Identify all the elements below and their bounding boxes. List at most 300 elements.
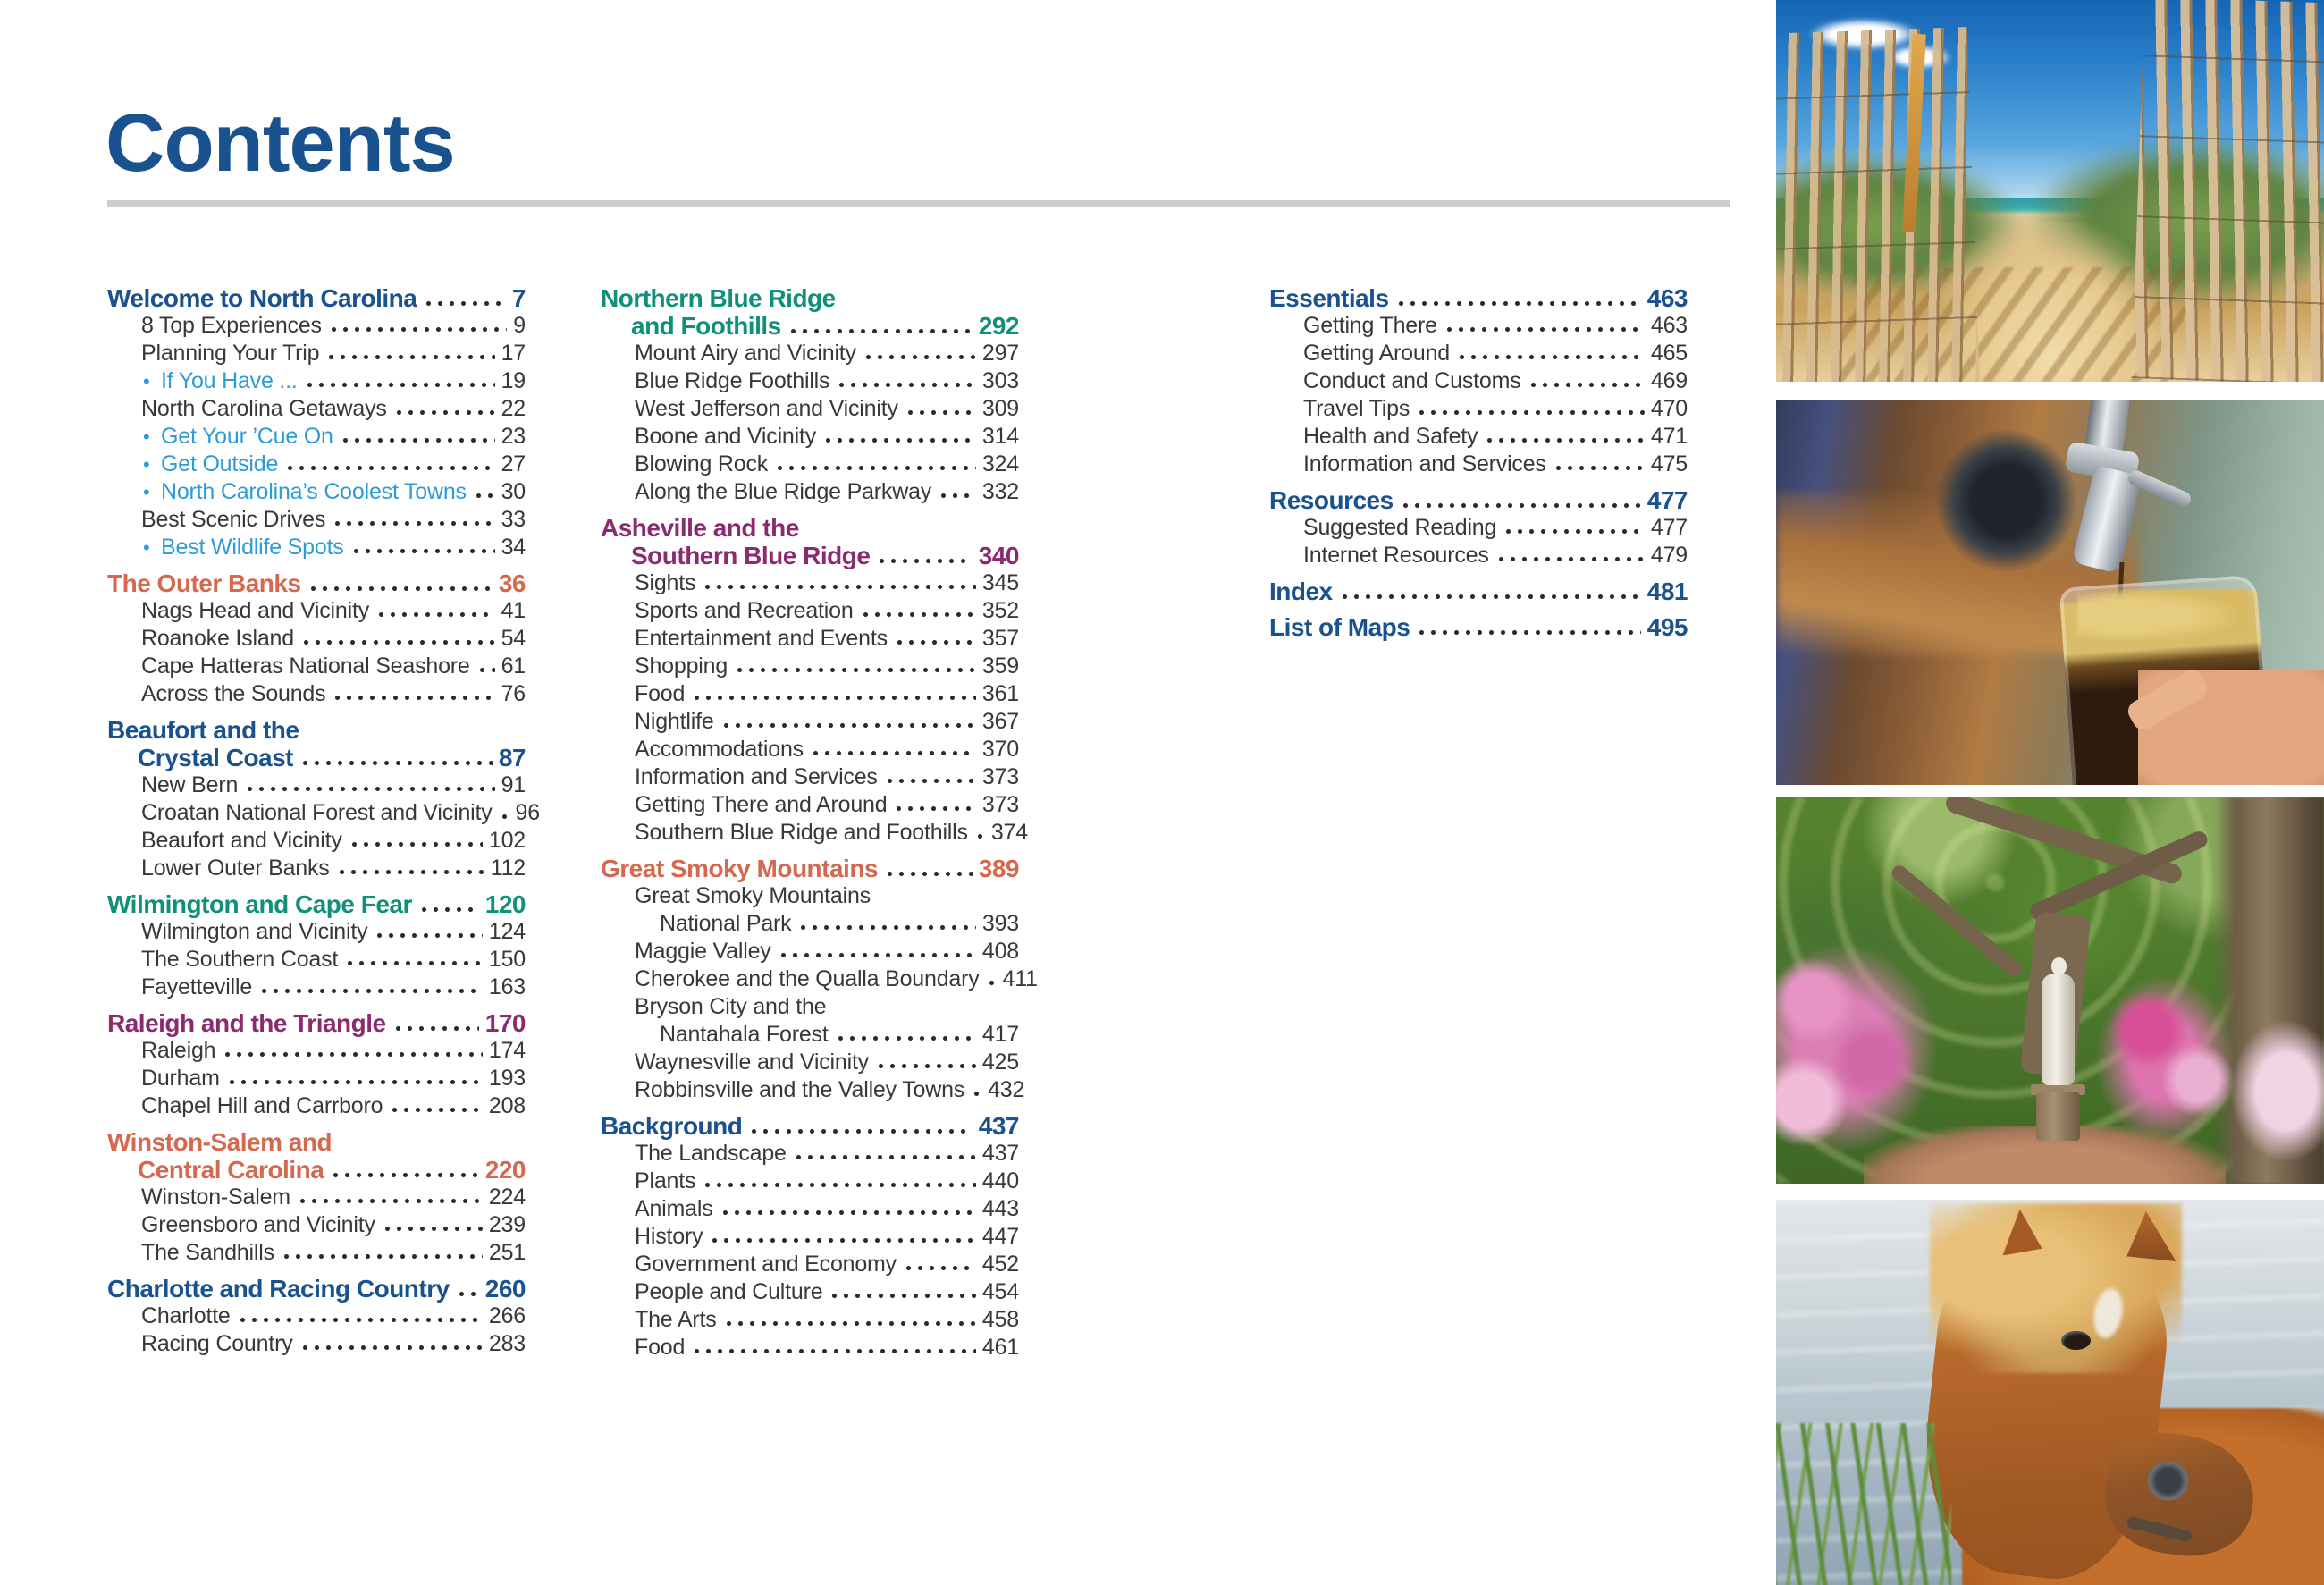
section-heading xyxy=(107,569,526,597)
toc-entry xyxy=(107,653,526,680)
toc-entry xyxy=(107,974,526,1001)
toc-entry xyxy=(601,1195,1019,1223)
toc-label: Get Your ’Cue On xyxy=(161,424,333,449)
toc-page-number: 475 xyxy=(1650,451,1688,476)
dot-leader xyxy=(1400,502,1641,509)
section-heading xyxy=(1269,578,1688,605)
dot-leader xyxy=(297,1198,483,1204)
toc-label: Index xyxy=(1269,578,1333,605)
toc-label: Health and Safety xyxy=(1303,424,1478,449)
toc-label: People and Culture xyxy=(635,1279,823,1304)
tap-mount xyxy=(1930,424,2084,578)
toc-page-number: 471 xyxy=(1650,424,1688,449)
dot-leader xyxy=(894,639,976,645)
dot-leader xyxy=(456,1291,479,1297)
toc-entry xyxy=(107,1211,526,1239)
dot-leader xyxy=(974,833,985,839)
dot-leader xyxy=(332,695,494,701)
toc-entry xyxy=(1269,367,1688,395)
section-heading xyxy=(1269,486,1688,514)
toc-label: Asheville and the xyxy=(601,514,799,542)
statue-figure xyxy=(2042,974,2075,1085)
dot-leader xyxy=(691,695,976,701)
toc-page-number: 7 xyxy=(511,284,526,312)
section-heading xyxy=(601,542,1019,569)
toc-label: The Southern Coast xyxy=(141,947,339,972)
toc-label: Internet Resources xyxy=(1303,543,1489,568)
toc-page-number: 30 xyxy=(501,479,526,504)
dot-leader xyxy=(748,1128,972,1134)
toc-entry xyxy=(107,1303,526,1330)
toc-section xyxy=(107,569,526,708)
toc-label: Beaufort and the xyxy=(107,716,299,744)
dot-leader xyxy=(281,1253,483,1260)
dune-fence-left xyxy=(1776,27,1980,382)
toc-page-number: 297 xyxy=(981,341,1019,366)
dot-leader xyxy=(476,667,495,673)
bullet-icon: • xyxy=(143,481,150,503)
toc-page-number: 283 xyxy=(488,1331,526,1356)
toc-page-number: 76 xyxy=(501,681,526,706)
toc-page-number: 23 xyxy=(501,424,526,449)
toc-entry xyxy=(601,367,1019,395)
toc-section xyxy=(601,1112,1019,1362)
toc-label: Background xyxy=(601,1112,743,1140)
toc-page-number: 314 xyxy=(981,424,1019,449)
toc-label: Cape Hatteras National Seashore xyxy=(141,653,470,679)
toc-section xyxy=(1269,284,1688,478)
toc-label: North Carolina’s Coolest Towns xyxy=(161,479,467,504)
toc-page-number: 19 xyxy=(501,368,526,393)
toc-label: Shopping xyxy=(635,653,728,679)
toc-page-number: 469 xyxy=(1650,368,1688,393)
toc-label: Best Wildlife Spots xyxy=(161,535,344,560)
toc-label: Greensboro and Vicinity xyxy=(141,1212,375,1237)
toc-entry xyxy=(107,597,526,625)
photo-garden-statue xyxy=(1776,797,2324,1184)
toc-label: If You Have ... xyxy=(161,368,298,393)
toc-label: The Landscape xyxy=(635,1141,787,1166)
toc-entry xyxy=(601,819,1028,847)
toc-entry xyxy=(601,395,1019,423)
toc-page-number: 417 xyxy=(981,1022,1019,1047)
toc-page-number: 220 xyxy=(484,1156,526,1184)
dot-leader xyxy=(986,980,997,986)
dot-leader xyxy=(382,1226,483,1232)
toc-page-number: 193 xyxy=(488,1066,526,1091)
toc-label: Resources xyxy=(1269,486,1394,514)
dot-leader xyxy=(797,924,975,931)
toc-section xyxy=(107,1009,526,1120)
dot-leader xyxy=(226,1079,483,1085)
toc-entry xyxy=(1269,423,1688,451)
toc-label: Across the Sounds xyxy=(141,681,326,706)
toc-label: New Bern xyxy=(141,772,239,797)
dot-leader xyxy=(720,722,976,729)
toc-page-number: 54 xyxy=(501,626,526,651)
dot-leader xyxy=(836,382,976,388)
dot-leader xyxy=(723,1320,976,1327)
section-heading xyxy=(601,284,1019,312)
toc-page-number: 373 xyxy=(981,764,1019,789)
toc-label: Blowing Rock xyxy=(635,451,769,476)
toc-entry xyxy=(601,791,1019,819)
toc-page-number: 87 xyxy=(498,744,526,771)
dot-leader xyxy=(1395,300,1641,307)
toc-page-number: 309 xyxy=(981,396,1019,421)
statue-pedestal xyxy=(2036,1092,2080,1141)
dot-leader xyxy=(350,548,495,554)
toc-section xyxy=(107,890,526,1001)
toc-entry xyxy=(601,1306,1019,1334)
toc-entry xyxy=(601,736,1019,763)
toc-section xyxy=(107,1275,526,1358)
toc-label: Great Smoky Mountains xyxy=(601,855,879,882)
dot-leader xyxy=(709,1237,975,1244)
toc-entry xyxy=(1269,542,1688,569)
toc-page-number: 374 xyxy=(990,820,1028,845)
toc-label: Roanoke Island xyxy=(141,626,294,651)
toc-entry xyxy=(107,478,526,506)
toc-entry xyxy=(601,965,1038,993)
toc-label: Fayetteville xyxy=(141,974,253,999)
toc-label: Wilmington and Vicinity xyxy=(141,919,368,944)
toc-page-number: 17 xyxy=(501,341,526,366)
toc-page-number: 437 xyxy=(978,1112,1019,1140)
toc-section xyxy=(1269,486,1688,569)
toc-page-number: 266 xyxy=(488,1303,526,1328)
dot-leader xyxy=(258,988,483,994)
toc-label: 8 Top Experiences xyxy=(141,313,322,338)
toc-page-number: 370 xyxy=(981,737,1019,762)
toc-label: Lower Outer Banks xyxy=(141,856,330,881)
section-heading xyxy=(107,1156,526,1184)
toc-entry xyxy=(601,1168,1019,1195)
dot-leader xyxy=(884,778,976,784)
toc-section xyxy=(601,284,1019,506)
toc-page-number: 61 xyxy=(501,653,526,679)
toc-page-number: 481 xyxy=(1646,578,1688,605)
toc-page-number: 208 xyxy=(488,1093,526,1118)
dot-leader xyxy=(237,1317,483,1323)
dot-leader xyxy=(829,1293,975,1299)
dot-leader xyxy=(860,611,976,618)
toc-page-number: 150 xyxy=(488,947,526,972)
toc-entry xyxy=(1269,514,1688,542)
toc-entry xyxy=(107,918,526,946)
toc-entry xyxy=(601,1076,1025,1104)
section-heading xyxy=(107,1128,526,1156)
toc-page-number: 340 xyxy=(978,542,1019,569)
toc-entry xyxy=(601,1278,1019,1306)
pony-nostril xyxy=(2143,1462,2193,1500)
dot-leader xyxy=(734,667,976,673)
toc-page-number: 96 xyxy=(515,800,540,825)
toc-label: Racing Country xyxy=(141,1331,293,1356)
toc-label: and Foothills xyxy=(631,312,781,340)
toc-label: Great Smoky Mountains xyxy=(635,883,871,908)
toc-section xyxy=(107,716,540,882)
dot-leader xyxy=(332,520,494,527)
toc-entry xyxy=(1269,451,1688,478)
dot-leader xyxy=(884,871,973,877)
dot-leader xyxy=(375,611,495,618)
toc-label: Mount Airy and Vicinity xyxy=(635,341,856,366)
toc-entry xyxy=(601,680,1019,708)
toc-label: Northern Blue Ridge xyxy=(601,284,836,312)
toc-section xyxy=(107,284,526,561)
dot-leader xyxy=(418,906,479,913)
toc-label: Beaufort and Vicinity xyxy=(141,828,342,853)
dot-leader xyxy=(349,841,483,847)
toc-label: Sports and Recreation xyxy=(635,598,854,623)
dot-leader xyxy=(499,814,509,820)
toc-page-number: 112 xyxy=(490,856,526,881)
toc-entry xyxy=(601,1021,1019,1049)
toc-page-number: 292 xyxy=(978,312,1019,340)
toc-page-number: 454 xyxy=(981,1279,1019,1304)
dot-leader xyxy=(1553,465,1645,471)
toc-label: The Outer Banks xyxy=(107,569,301,597)
toc-label: Raleigh xyxy=(141,1038,216,1063)
toc-page-number: 463 xyxy=(1646,284,1688,312)
toc-page-number: 102 xyxy=(488,828,526,853)
toc-page-number: 260 xyxy=(484,1275,526,1303)
dot-leader xyxy=(691,1348,976,1354)
title-rule xyxy=(107,200,1730,207)
toc-entry xyxy=(601,625,1019,653)
toc-entry xyxy=(601,938,1019,965)
dot-leader xyxy=(1456,354,1645,360)
toc-label: History xyxy=(635,1224,703,1249)
dot-leader xyxy=(300,639,495,645)
toc-entry xyxy=(601,1251,1019,1278)
toc-page-number: 479 xyxy=(1650,543,1688,568)
toc-label: Central Carolina xyxy=(138,1156,324,1184)
toc-label: Planning Your Trip xyxy=(141,341,320,366)
toc-label: Food xyxy=(635,681,686,706)
toc-label: Best Scenic Drives xyxy=(141,507,326,532)
dot-leader xyxy=(473,493,495,499)
dot-leader xyxy=(876,558,972,564)
toc-page-number: 332 xyxy=(981,479,1019,504)
dot-leader xyxy=(971,1091,981,1097)
toc-entry xyxy=(601,993,1019,1021)
dot-leader xyxy=(330,1172,479,1178)
dot-leader xyxy=(1495,556,1645,562)
dot-leader xyxy=(1416,629,1640,636)
dot-leader xyxy=(822,437,976,443)
toc-entry xyxy=(601,763,1019,791)
dot-leader xyxy=(392,1025,479,1032)
dot-leader xyxy=(778,952,976,958)
toc-entry xyxy=(107,1065,526,1092)
toc-label: Get Outside xyxy=(161,451,279,476)
section-heading xyxy=(601,1112,1019,1140)
dot-leader xyxy=(938,493,976,499)
dot-leader xyxy=(340,437,495,443)
dot-leader xyxy=(304,382,495,388)
dot-leader xyxy=(389,1107,483,1113)
toc-label: Entertainment and Events xyxy=(635,626,888,651)
toc-page-number: 352 xyxy=(981,598,1019,623)
bullet-icon: • xyxy=(143,426,150,448)
toc-entry xyxy=(107,855,526,882)
toc-label: Durham xyxy=(141,1066,220,1091)
toc-label: Wilmington and Cape Fear xyxy=(107,890,412,918)
toc-entry xyxy=(107,1239,526,1267)
toc-page-number: 357 xyxy=(981,626,1019,651)
section-heading xyxy=(601,312,1019,340)
toc-entry xyxy=(601,478,1019,506)
toc-page-number: 465 xyxy=(1650,341,1688,366)
toc-label: The Arts xyxy=(635,1307,717,1332)
dot-leader xyxy=(393,409,495,416)
toc-entry xyxy=(107,1330,526,1358)
toc-page-number: 27 xyxy=(501,451,526,476)
toc-page-number: 239 xyxy=(488,1212,526,1237)
toc-entry xyxy=(107,680,526,708)
dot-leader xyxy=(1528,382,1645,388)
photo-beach-path xyxy=(1776,0,2324,382)
toc-page-number: 120 xyxy=(484,890,526,918)
toc-entry xyxy=(107,340,526,367)
dot-leader xyxy=(328,326,507,333)
toc-page-number: 408 xyxy=(981,939,1019,964)
toc-label: Animals xyxy=(635,1196,713,1221)
toc-page-number: 345 xyxy=(981,570,1019,595)
toc-entry xyxy=(107,625,526,653)
section-heading xyxy=(107,1009,526,1037)
dot-leader xyxy=(863,354,976,360)
toc-page-number: 447 xyxy=(981,1224,1019,1249)
toc-column-2 xyxy=(601,284,1038,1362)
toc-label: Croatan National Forest and Vicinity xyxy=(141,800,493,825)
dot-leader xyxy=(307,586,493,592)
toc-label: Blue Ridge Foothills xyxy=(635,368,830,393)
beer-foam xyxy=(2077,589,2247,643)
toc-entry xyxy=(107,451,526,478)
dot-leader xyxy=(222,1051,482,1058)
toc-label: Boone and Vicinity xyxy=(635,424,817,449)
toc-label: Nantahala Forest xyxy=(660,1022,829,1047)
toc-label: Cherokee and the Qualla Boundary xyxy=(635,966,980,991)
toc-label: Conduct and Customs xyxy=(1303,368,1521,393)
toc-entry xyxy=(601,451,1019,478)
toc-label: Accommodations xyxy=(635,737,804,762)
azaleas-far-right xyxy=(2226,1014,2324,1168)
toc-label: Waynesville and Vicinity xyxy=(635,1050,869,1075)
toc-page-number: 477 xyxy=(1646,486,1688,514)
section-heading xyxy=(601,514,1019,542)
toc-page-number: 461 xyxy=(981,1335,1019,1360)
dot-leader xyxy=(284,465,494,471)
toc-page-number: 303 xyxy=(981,368,1019,393)
toc-entry xyxy=(601,653,1019,680)
toc-label: Information and Services xyxy=(635,764,878,789)
marsh-grass xyxy=(1776,1423,1951,1585)
toc-page-number: 34 xyxy=(501,535,526,560)
toc-label: Sights xyxy=(635,570,696,595)
toc-page-number: 324 xyxy=(981,451,1019,476)
toc-label: Getting Around xyxy=(1303,341,1450,366)
dot-leader xyxy=(299,760,493,766)
toc-entry xyxy=(1269,395,1688,423)
toc-entry xyxy=(107,312,526,340)
toc-page-number: 367 xyxy=(981,709,1019,734)
toc-page-number: 174 xyxy=(488,1038,526,1063)
dot-leader xyxy=(903,1265,976,1271)
toc-section xyxy=(107,1128,526,1267)
toc-page-number: 36 xyxy=(498,569,526,597)
dot-leader xyxy=(374,932,482,939)
toc-label: List of Maps xyxy=(1269,613,1410,641)
toc-page-number: 124 xyxy=(488,919,526,944)
dune-fence-right xyxy=(2131,0,2324,382)
dot-leader xyxy=(893,805,975,812)
toc-label: Southern Blue Ridge xyxy=(631,542,871,569)
toc-section xyxy=(1269,613,1688,641)
toc-entry xyxy=(601,340,1019,367)
toc-page-number: 359 xyxy=(981,653,1019,679)
toc-page-number: 440 xyxy=(981,1168,1019,1193)
toc-page-number: 470 xyxy=(1650,396,1688,421)
toc-page-number: 33 xyxy=(501,507,526,532)
toc-section xyxy=(601,514,1028,847)
toc-entry xyxy=(107,1184,526,1211)
toc-label: Southern Blue Ridge and Foothills xyxy=(635,820,968,845)
toc-entry xyxy=(107,946,526,974)
section-heading xyxy=(601,855,1019,882)
toc-label: Essentials xyxy=(1269,284,1389,312)
toc-label: Maggie Valley xyxy=(635,939,771,964)
toc-label: Food xyxy=(635,1335,686,1360)
toc-label: Robbinsville and the Valley Towns xyxy=(635,1077,965,1102)
toc-label: Information and Services xyxy=(1303,451,1546,476)
toc-label: Suggested Reading xyxy=(1303,515,1497,540)
toc-page-number: 389 xyxy=(978,855,1019,882)
toc-page-number: 361 xyxy=(981,681,1019,706)
toc-entry xyxy=(601,1140,1019,1168)
toc-entry xyxy=(1269,340,1688,367)
toc-page-number: 458 xyxy=(981,1307,1019,1332)
dot-leader xyxy=(793,1154,976,1160)
dot-leader xyxy=(835,1035,976,1041)
toc-page-number: 452 xyxy=(981,1252,1019,1277)
toc-page-number: 91 xyxy=(501,772,526,797)
dot-leader xyxy=(344,960,483,966)
toc-entry xyxy=(601,1223,1019,1251)
toc-entry xyxy=(107,771,526,799)
toc-label: Welcome to North Carolina xyxy=(107,284,417,312)
section-heading xyxy=(1269,284,1688,312)
toc-label: Crystal Coast xyxy=(138,744,294,771)
toc-page-number: 41 xyxy=(501,598,526,623)
toc-label: Government and Economy xyxy=(635,1252,897,1277)
toc-page-number: 251 xyxy=(488,1240,526,1265)
page-title: Contents xyxy=(105,97,455,189)
toc-label: Nags Head and Vicinity xyxy=(141,598,370,623)
toc-label: Travel Tips xyxy=(1303,396,1410,421)
toc-label: Along the Blue Ridge Parkway xyxy=(635,479,932,504)
dot-leader xyxy=(299,1345,483,1351)
toc-page-number: 373 xyxy=(981,792,1019,817)
toc-entry xyxy=(107,534,526,561)
toc-label: Charlotte and Racing Country xyxy=(107,1275,450,1303)
toc-page-number: 495 xyxy=(1646,613,1688,641)
toc-column-1 xyxy=(107,284,540,1358)
dot-leader xyxy=(336,869,484,875)
